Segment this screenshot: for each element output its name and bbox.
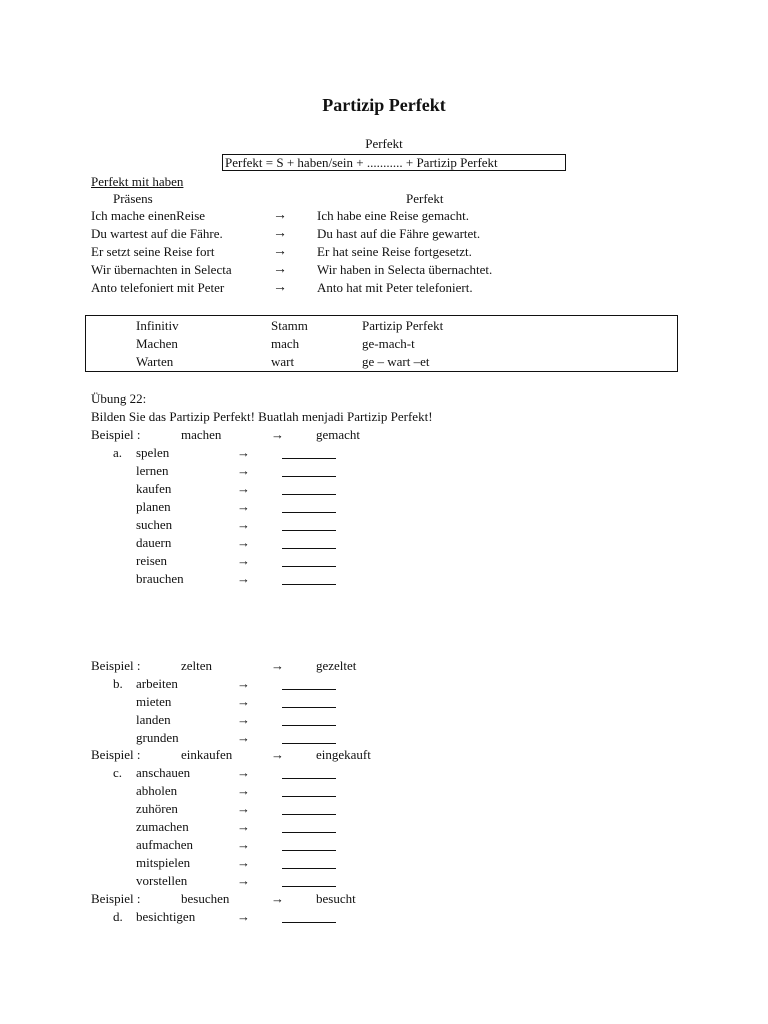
praesens-sentence: Anto telefoniert mit Peter	[91, 280, 225, 295]
answer-blank	[282, 832, 336, 833]
answer-blank	[282, 814, 336, 815]
answer-blank	[282, 689, 336, 690]
praesens-sentence: Du wartest auf die Fähre.	[91, 226, 223, 241]
arrow-icon: →	[237, 819, 250, 834]
arrow-icon: →	[237, 730, 250, 745]
table-cell: wart	[271, 354, 295, 369]
answer-blank	[282, 868, 336, 869]
exercise-verb: reisen	[136, 553, 168, 568]
exercise-verb: vorstellen	[136, 873, 188, 888]
exercise-verb: grunden	[136, 730, 179, 745]
exercise-verb: kaufen	[136, 481, 172, 496]
arrow-icon: →	[273, 226, 287, 241]
table-header-cell: Stamm	[271, 318, 308, 333]
exercise-verb: mitspielen	[136, 855, 191, 870]
table-header-cell: Partizip Perfekt	[362, 318, 444, 333]
example-participle: eingekauft	[316, 747, 371, 762]
answer-blank	[282, 922, 336, 923]
example-label: Beispiel :	[91, 658, 141, 673]
praesens-sentence: Ich mache einenReise	[91, 208, 206, 223]
exercise-verb: dauern	[136, 535, 172, 550]
column-header-perfekt: Perfekt	[406, 191, 444, 206]
formula-heading: Perfekt	[365, 136, 403, 151]
arrow-icon: →	[271, 747, 284, 762]
example-label: Beispiel :	[91, 747, 141, 762]
arrow-icon: →	[237, 765, 250, 780]
example-label: Beispiel :	[91, 427, 141, 442]
arrow-icon: →	[273, 244, 287, 259]
table-cell: mach	[271, 336, 300, 351]
arrow-icon: →	[271, 891, 284, 906]
section-heading-haben: Perfekt mit haben	[91, 174, 184, 189]
answer-blank	[282, 850, 336, 851]
exercise-verb: zumachen	[136, 819, 189, 834]
answer-blank	[282, 566, 336, 567]
example-participle: besucht	[316, 891, 356, 906]
table-cell: ge – wart –et	[362, 354, 430, 369]
arrow-icon: →	[273, 280, 287, 295]
formula-box: Perfekt = S + haben/sein + ........... + Partizip Perfekt	[222, 154, 566, 171]
exercise-verb: spelen	[136, 445, 170, 460]
item-letter: a.	[113, 445, 123, 460]
exercise-verb: zuhören	[136, 801, 178, 816]
arrow-icon: →	[237, 694, 250, 709]
example-infinitive: einkaufen	[181, 747, 233, 762]
exercise-verb: suchen	[136, 517, 173, 532]
table-cell: ge-mach-t	[362, 336, 415, 351]
exercise-verb: arbeiten	[136, 676, 178, 691]
exercise-instruction: Bilden Sie das Partizip Perfekt! Buatlah menjadi Partizip Perfekt!	[91, 409, 433, 424]
table-header-cell: Infinitiv	[136, 318, 179, 333]
answer-blank	[282, 548, 336, 549]
praesens-sentence: Wir übernachten in Selecta	[91, 262, 232, 277]
perfekt-sentence: Ich habe eine Reise gemacht.	[317, 208, 469, 223]
exercise-verb: brauchen	[136, 571, 184, 586]
praesens-sentence: Er setzt seine Reise fort	[91, 244, 215, 259]
arrow-icon: →	[273, 262, 287, 277]
answer-blank	[282, 476, 336, 477]
example-participle: gezeltet	[316, 658, 357, 673]
table-cell: Machen	[136, 336, 178, 351]
arrow-icon: →	[273, 208, 287, 223]
item-letter: c.	[113, 765, 123, 780]
answer-blank	[282, 796, 336, 797]
exercise-verb: lernen	[136, 463, 169, 478]
arrow-icon: →	[237, 783, 250, 798]
exercise-verb: aufmachen	[136, 837, 194, 852]
arrow-icon: →	[237, 571, 250, 586]
example-label: Beispiel :	[91, 891, 141, 906]
exercise-verb: besichtigen	[136, 909, 196, 924]
verb-conjugation-table	[85, 315, 678, 372]
answer-blank	[282, 725, 336, 726]
exercise-verb: planen	[136, 499, 171, 514]
answer-blank	[282, 778, 336, 779]
arrow-icon: →	[237, 837, 250, 852]
arrow-icon: →	[237, 676, 250, 691]
perfekt-sentence: Wir haben in Selecta übernachtet.	[317, 262, 493, 277]
answer-blank	[282, 494, 336, 495]
arrow-icon: →	[237, 712, 250, 727]
page-title: Partizip Perfekt	[322, 95, 446, 115]
arrow-icon: →	[237, 801, 250, 816]
perfekt-sentence: Er hat seine Reise fortgesetzt.	[317, 244, 472, 259]
table-cell: Warten	[136, 354, 174, 369]
answer-blank	[282, 584, 336, 585]
answer-blank	[282, 458, 336, 459]
arrow-icon: →	[237, 909, 250, 924]
arrow-icon: →	[237, 445, 250, 460]
answer-blank	[282, 743, 336, 744]
example-infinitive: besuchen	[181, 891, 230, 906]
exercise-verb: landen	[136, 712, 171, 727]
arrow-icon: →	[237, 481, 250, 496]
arrow-icon: →	[271, 427, 284, 442]
example-infinitive: zelten	[181, 658, 213, 673]
column-header-praesens: Präsens	[113, 191, 153, 206]
exercise-verb: mieten	[136, 694, 172, 709]
example-participle: gemacht	[316, 427, 361, 442]
exercise-title: Übung 22:	[91, 391, 147, 406]
item-letter: d.	[113, 909, 123, 924]
perfekt-sentence: Du hast auf die Fähre gewartet.	[317, 226, 481, 241]
arrow-icon: →	[237, 499, 250, 514]
exercise-verb: anschauen	[136, 765, 191, 780]
answer-blank	[282, 707, 336, 708]
arrow-icon: →	[237, 463, 250, 478]
arrow-icon: →	[237, 855, 250, 870]
example-infinitive: machen	[181, 427, 222, 442]
arrow-icon: →	[237, 517, 250, 532]
arrow-icon: →	[237, 873, 250, 888]
exercise-verb: abholen	[136, 783, 178, 798]
answer-blank	[282, 886, 336, 887]
answer-blank	[282, 512, 336, 513]
arrow-icon: →	[237, 553, 250, 568]
answer-blank	[282, 530, 336, 531]
item-letter: b.	[113, 676, 123, 691]
arrow-icon: →	[237, 535, 250, 550]
perfekt-sentence: Anto hat mit Peter telefoniert.	[317, 280, 473, 295]
arrow-icon: →	[271, 658, 284, 673]
